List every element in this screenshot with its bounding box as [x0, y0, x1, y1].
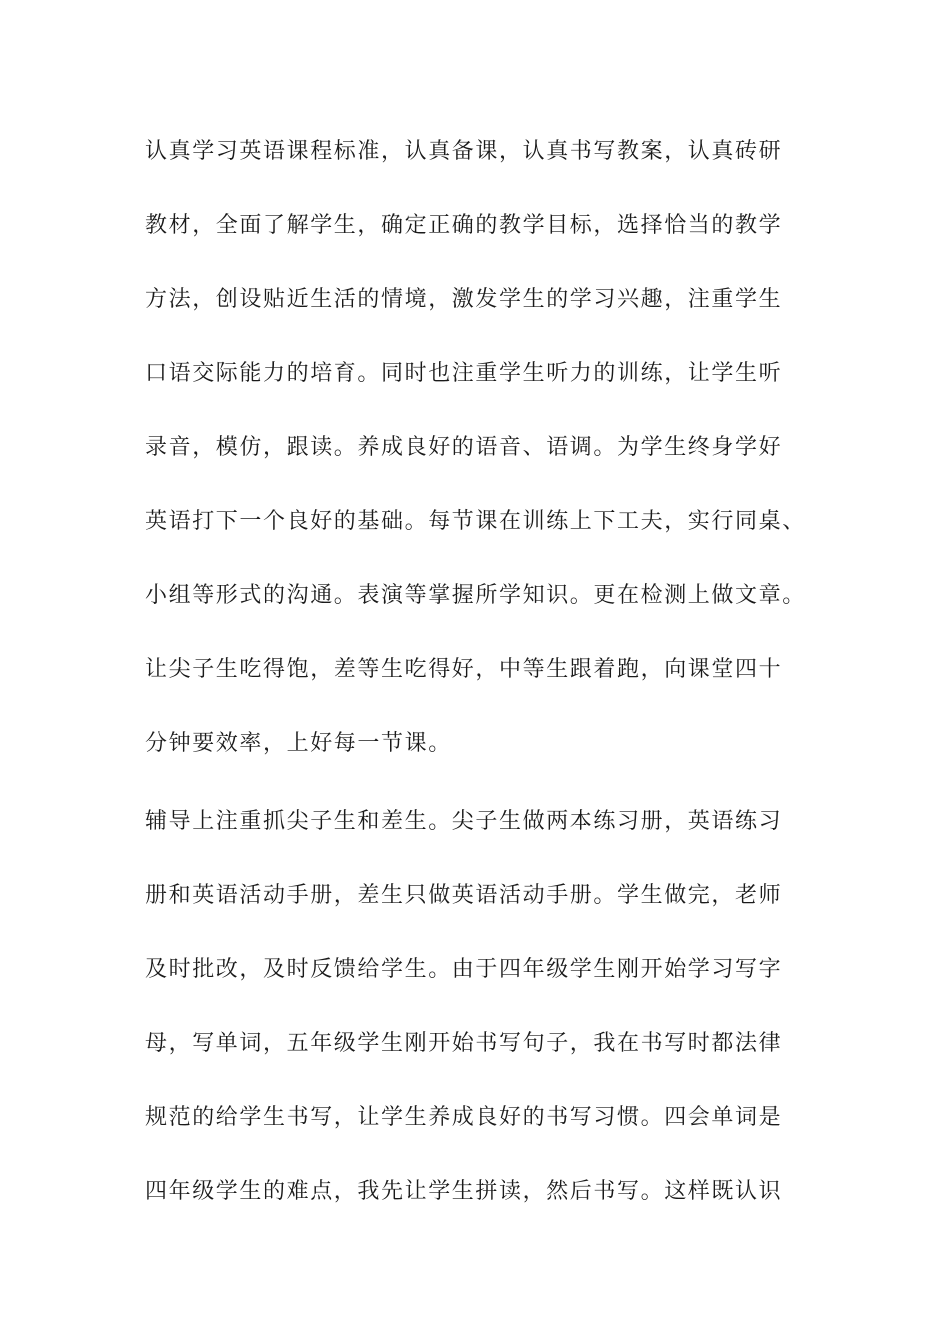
text-line: 分钟要效率，上好每一节课。 [145, 731, 452, 756]
text-line: 录音，模仿，跟读。养成良好的语音、语调。为学生终身学好 [145, 435, 783, 460]
text-line: 规范的给学生书写，让学生养成良好的书写习惯。四会单词是 [145, 1105, 783, 1130]
text-line: 辅导上注重抓尖子生和差生。尖子生做两本练习册，英语练习 [145, 809, 783, 834]
text-line: 小组等形式的沟通。表演等掌握所学知识。更在检测上做文章。 [145, 583, 806, 608]
text-line: 方法，创设贴近生活的情境，激发学生的学习兴趣，注重学生 [145, 287, 783, 312]
text-line: 及时批改，及时反馈给学生。由于四年级学生刚开始学习写字 [145, 957, 783, 982]
text-line: 四年级学生的难点，我先让学生拼读，然后书写。这样既认识 [145, 1179, 783, 1204]
text-line: 教材，全面了解学生，确定正确的教学目标，选择恰当的教学 [145, 213, 783, 238]
text-line: 母，写单词，五年级学生刚开始书写句子，我在书写时都法律 [145, 1031, 783, 1056]
text-line: 英语打下一个良好的基础。每节课在训练上下工夫，实行同桌、 [145, 509, 806, 534]
text-line: 口语交际能力的培育。同时也注重学生听力的训练，让学生听 [145, 361, 783, 386]
text-line: 册和英语活动手册，差生只做英语活动手册。学生做完，老师 [145, 883, 783, 908]
text-line: 认真学习英语课程标准，认真备课，认真书写教案，认真砖研 [145, 139, 783, 164]
text-line: 让尖子生吃得饱，差等生吃得好，中等生跟着跑，向课堂四十 [145, 657, 783, 682]
